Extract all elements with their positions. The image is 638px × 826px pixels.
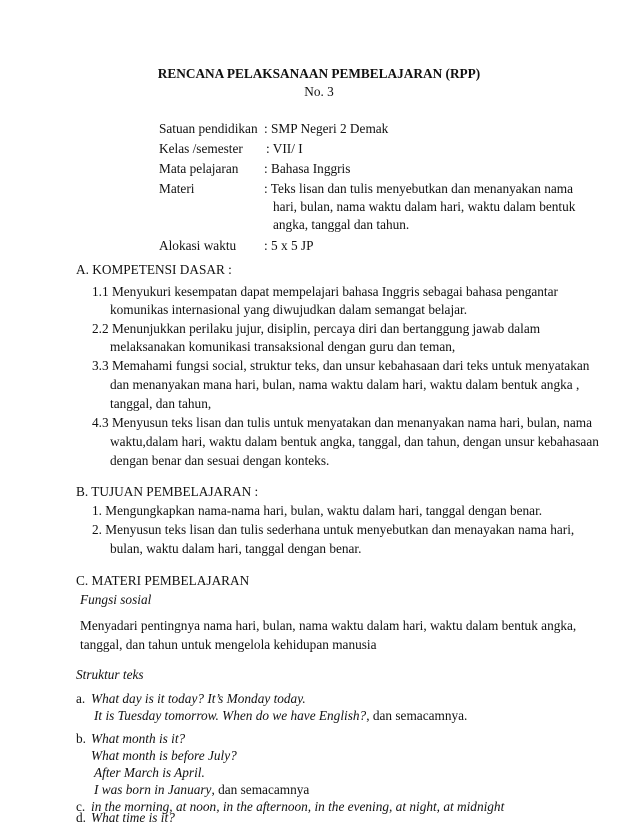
section-c-heading: C. MATERI PEMBELAJARAN	[76, 573, 250, 588]
identity-value-continued: angka, tanggal dan tahun.	[273, 217, 410, 232]
list-marker: d.	[76, 810, 86, 825]
section-b-heading: B. TUJUAN PEMBELAJARAN :	[76, 484, 259, 499]
section-a-line: dengan benar dan sesuai dengan konteks.	[110, 453, 330, 468]
section-a-line: 3.3 Memahami fungsi social, struktur teks, dan unsur kebahasaan dari teks untuk menyatakan	[92, 358, 590, 373]
identity-value: : Teks lisan dan tulis menyebutkan dan menanyakan nama	[264, 181, 574, 196]
list-item-text: What month is before July?	[91, 748, 237, 763]
identity-label: Satuan pendidikan	[159, 121, 258, 136]
section-b-line: 1. Mengungkapkan nama-nama hari, bulan, waktu dalam hari, tanggal dengan benar.	[92, 503, 543, 518]
identity-label: Materi	[159, 181, 195, 196]
identity-value: : 5 x 5 JP	[264, 238, 314, 253]
fungsi-sosial-heading: Fungsi sosial	[80, 592, 152, 607]
list-marker: b.	[76, 731, 86, 746]
identity-value: : VII/ I	[266, 141, 303, 156]
section-a-line: dan menanyakan mana hari, bulan, nama waktu dalam hari, waktu dalam bentuk angka ,	[110, 377, 580, 392]
list-marker: a.	[76, 691, 86, 706]
identity-label: Alokasi waktu	[159, 238, 237, 253]
identity-value: : SMP Negeri 2 Demak	[264, 121, 389, 136]
section-a-line: 2.2 Menunjukkan perilaku jujur, disiplin, percaya diri dan bertanggung jawab dalam	[92, 321, 541, 336]
struktur-teks-heading: Struktur teks	[76, 667, 144, 682]
fungsi-sosial-line: tanggal, dan tahun untuk mengelola kehidupan manusia	[80, 637, 377, 652]
section-a-line: waktu,dalam hari, waktu dalam bentuk angka, tanggal, dan tahun, dengan unsur kebahasaan	[110, 434, 599, 449]
section-a-line: komunikas internasional yang diwujudkan dalam semangat belajar.	[110, 302, 468, 317]
section-a-heading: A. KOMPETENSI DASAR :	[76, 262, 232, 277]
list-item-text: It is Tuesday tomorrow. When do we have English?, dan semacamnya.	[94, 708, 468, 723]
section-a-line: 1.1 Menyukuri kesempatan dapat mempelajari bahasa Inggris sebagai bahasa pengantar	[92, 284, 558, 299]
section-b-line: 2. Menyusun teks lisan dan tulis sederhana untuk menyebutkan dan menayakan nama hari,	[92, 522, 575, 537]
list-item-text: What time is it?	[91, 810, 175, 825]
identity-value-continued: hari, bulan, nama waktu dalam hari, waktu dalam bentuk	[273, 199, 576, 214]
list-item-text: I was born in January, dan semacamnya	[94, 782, 310, 797]
identity-value: : Bahasa Inggris	[264, 161, 351, 176]
list-item-text: What month is it?	[91, 731, 186, 746]
section-a-line: tanggal, dan tahun,	[110, 396, 212, 411]
section-a-line: melaksanakan komunikasi transaksional dengan guru dan teman,	[110, 339, 456, 354]
list-marker: c.	[76, 799, 86, 814]
list-item-text: in the morning, at noon, in the afternoon, in the evening, at night, at midnight	[91, 799, 505, 814]
document-number: No. 3	[304, 84, 334, 99]
list-item-text: After March is April.	[94, 765, 205, 780]
list-item-text: What day is it today? It’s Monday today.	[91, 691, 306, 706]
section-a-line: 4.3 Menyusun teks lisan dan tulis untuk menyatakan dan menanyakan nama hari, bulan, nama	[92, 415, 592, 430]
document-title: RENCANA PELAKSANAAN PEMBELAJARAN (RPP)	[157, 66, 481, 81]
identity-label: Mata pelajaran	[159, 161, 239, 176]
section-b-line: bulan, waktu dalam hari, tanggal dengan benar.	[110, 541, 362, 556]
fungsi-sosial-line: Menyadari pentingnya nama hari, bulan, nama waktu dalam hari, waktu dalam bentuk angka,	[80, 618, 577, 633]
identity-label: Kelas /semester	[159, 141, 243, 156]
